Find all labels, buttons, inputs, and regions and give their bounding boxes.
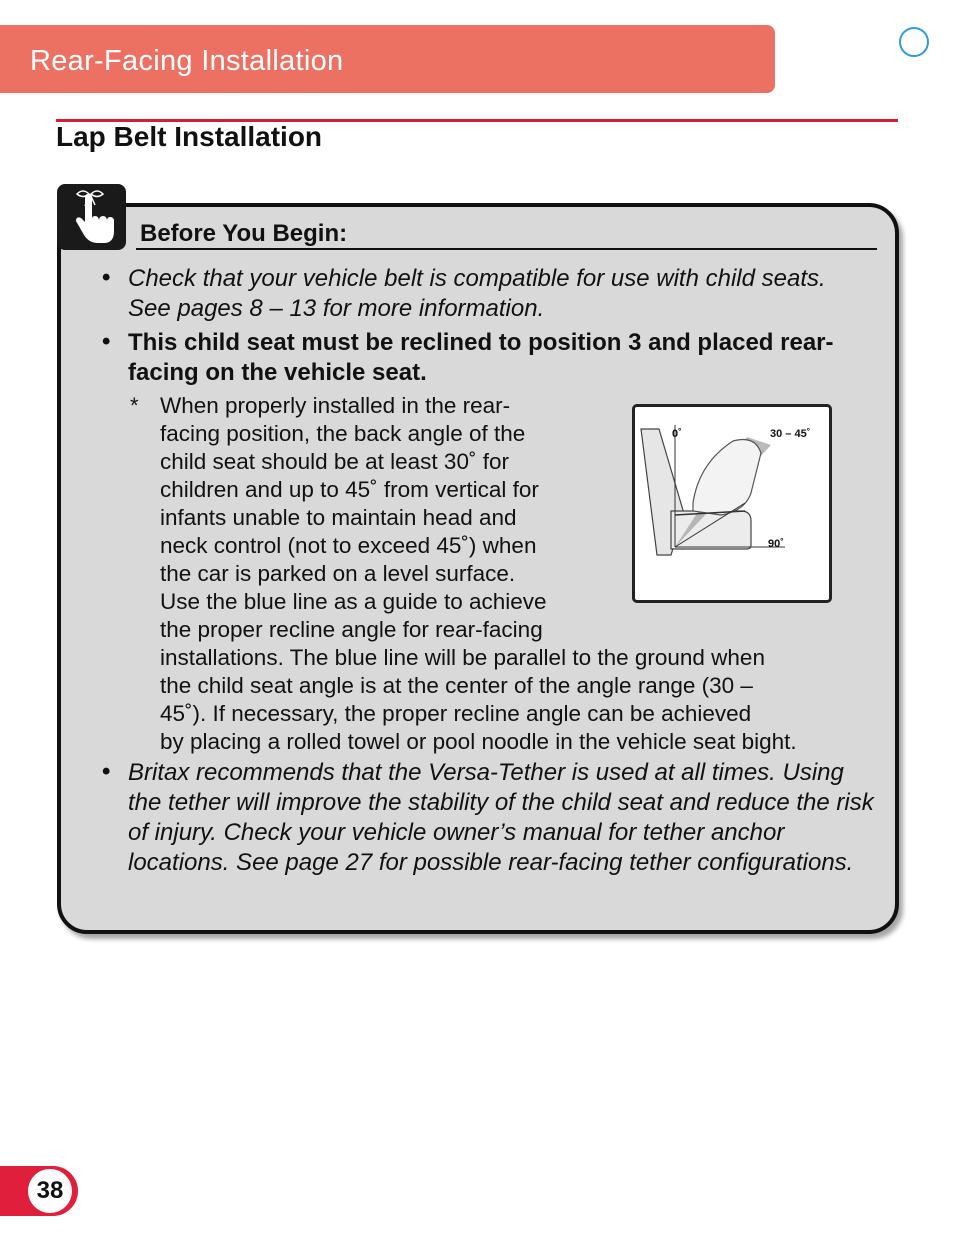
note-line: children and up to 45˚ from vertical for: [160, 477, 539, 502]
note-line: by placing a rolled towel or pool noodle in the vehicle seat bight.: [160, 729, 797, 754]
circle-icon: [899, 27, 929, 57]
note-line: neck control (not to exceed 45˚) when: [160, 533, 537, 558]
note-line: the child seat angle is at the center of the angle range (30 –: [160, 673, 753, 698]
note-line: infants unable to maintain head and: [160, 505, 517, 530]
note-line: the car is parked on a level surface.: [160, 561, 516, 586]
note-line: the proper recline angle for rear-facing: [160, 617, 543, 642]
recline-angle-figure: [632, 404, 832, 603]
bullet-marker: •: [102, 328, 111, 355]
finger-reminder-icon: [57, 184, 126, 250]
note-line: 45˚). If necessary, the proper recline angle can be achieved: [160, 701, 752, 726]
section-title: Lap Belt Installation: [56, 121, 323, 152]
box-title-rule: [136, 248, 877, 250]
figure-label-90: 90˚: [768, 538, 784, 550]
bullet-versa-tether: Britax recommends that the Versa-Tether is used at all times. Using the tether will improve the stability of the child seat and reduce the risk of injury. Check your vehicle owner’s manual for tether anchor locations. See page 27 for possible rear-facing tether configurations.: [128, 759, 874, 876]
bullet-recline-position: This child seat must be reclined to position 3 and placed rear-facing on the vehicle seat.: [128, 329, 834, 386]
note-line: Use the blue line as a guide to achieve: [160, 589, 547, 614]
note-marker: *: [130, 393, 139, 418]
figure-label-0: 0˚: [672, 428, 682, 440]
note-line: When properly installed in the rear-: [160, 393, 511, 418]
bullet-marker: •: [102, 264, 111, 291]
figure-label-range: 30 – 45˚: [770, 428, 811, 440]
note-line: child seat should be at least 30˚ for: [160, 449, 509, 474]
note-line: installations. The blue line will be parallel to the ground when: [160, 645, 765, 670]
box-title: Before You Begin:: [140, 220, 348, 247]
bullet-marker: •: [102, 758, 111, 785]
note-line: facing position, the back angle of the: [160, 421, 526, 446]
bullet-compatibility: Check that your vehicle belt is compatible for use with child seats. See pages 8 – 13 for more information.: [128, 265, 826, 322]
header-title: Rear-Facing Installation: [30, 45, 344, 77]
page-number: 38: [28, 1169, 72, 1213]
